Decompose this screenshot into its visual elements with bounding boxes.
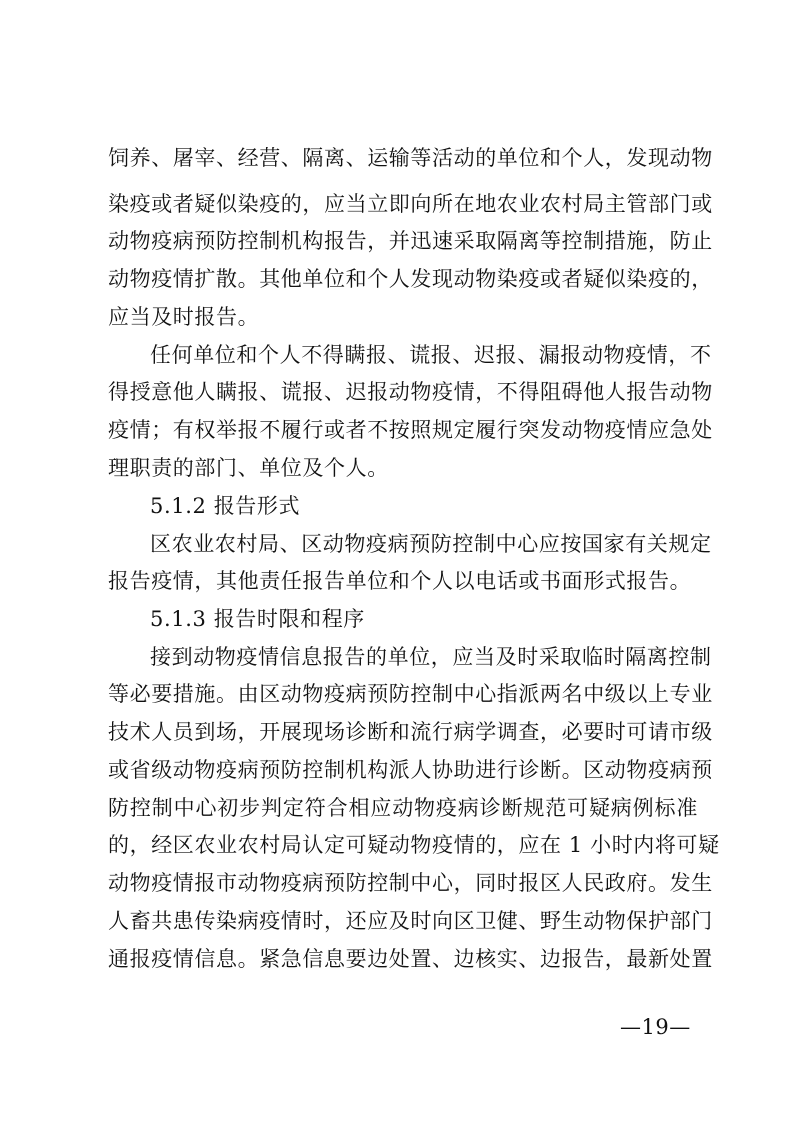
page-number: —19— — [620, 1015, 691, 1039]
paragraph-line: 或省级动物疫病预防控制机构派人协助进行诊断。区动物疫病预 — [108, 758, 713, 782]
paragraph-line: 饲养、屠宰、经营、隔离、运输等活动的单位和个人，发现动物 — [108, 146, 713, 170]
paragraph-line: 应当及时报告。 — [108, 305, 260, 329]
paragraph-line: 动物疫情报市动物疫病预防控制中心，同时报区人民政府。发生 — [108, 871, 713, 895]
paragraph-line: 通报疫情信息。紧急信息要边处置、边核实、边报告，最新处置 — [108, 947, 713, 971]
paragraph-first-line: 任何单位和个人不得瞒报、谎报、迟报、漏报动物疫情，不 — [150, 343, 712, 367]
paragraph-line: 防控制中心初步判定符合相应动物疫病诊断规范可疑病例标准 — [108, 796, 698, 820]
paragraph-line: 理职责的部门、单位及个人。 — [108, 456, 389, 480]
paragraph-first-line: 区农业农村局、区动物疫病预防控制中心应按国家有关规定 — [150, 532, 712, 556]
paragraph-line: 人畜共患传染病疫情时，还应及时向区卫健、野生动物保护部门 — [108, 909, 713, 933]
paragraph-line: 动物疫情扩散。其他单位和个人发现动物染疫或者疑似染疫的， — [108, 267, 713, 291]
section-heading: 5.1.3 报告时限和程序 — [150, 607, 365, 631]
paragraph-line: 等必要措施。由区动物疫病预防控制中心指派两名中级以上专业 — [108, 682, 713, 706]
paragraph-line: 疫情；有权举报不履行或者不按照规定履行突发动物疫情应急处 — [108, 418, 713, 442]
paragraph-first-line: 接到动物疫情信息报告的单位，应当及时采取临时隔离控制 — [150, 645, 712, 669]
paragraph-line: 报告疫情，其他责任报告单位和个人以电话或书面形式报告。 — [108, 569, 692, 593]
paragraph-line: 的，经区农业农村局认定可疑动物疫情的，应在 1 小时内将可疑 — [108, 833, 720, 857]
paragraph-line: 动物疫病预防控制机构报告，并迅速采取隔离等控制措施，防止 — [108, 229, 713, 253]
section-heading: 5.1.2 报告形式 — [150, 494, 301, 518]
paragraph-line: 技术人员到场，开展现场诊断和流行病学调查，必要时可请市级 — [108, 720, 713, 744]
paragraph-line: 染疫或者疑似染疫的，应当立即向所在地农业农村局主管部门或 — [108, 192, 713, 216]
paragraph-line: 得授意他人瞒报、谎报、迟报动物疫情，不得阻碍他人报告动物 — [108, 380, 713, 404]
